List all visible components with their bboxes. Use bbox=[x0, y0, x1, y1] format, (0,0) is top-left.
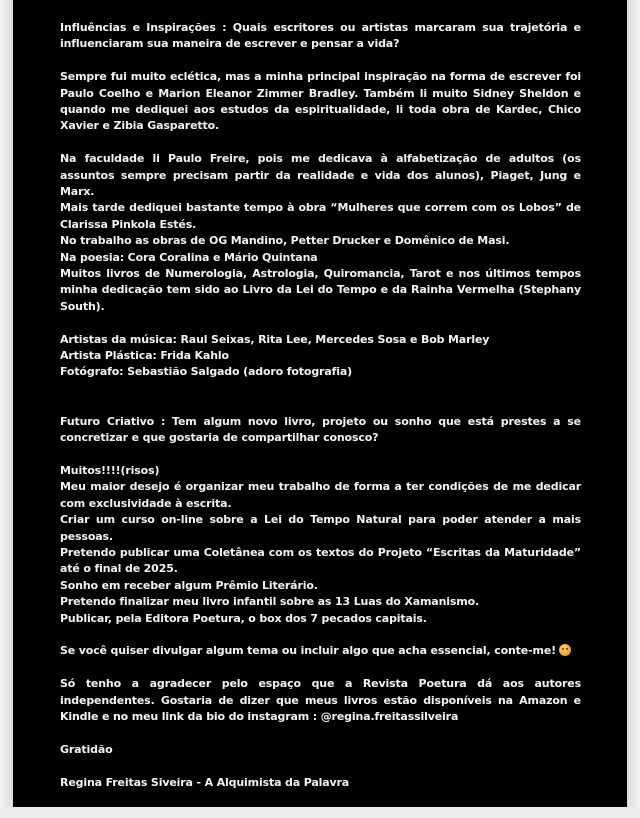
signature: Regina Freitas Siveira - A Alquimista da Palavra bbox=[60, 775, 350, 789]
future-line: Publicar, pela Editora Poetura, o box dos 7 pecados capitais. bbox=[60, 611, 427, 625]
influences-question: Influências e Inspirações : Quais escritores ou artistas marcaram sua trajetória e influenciaram sua maneira de escrever e pensar a vida? bbox=[60, 21, 581, 51]
future-question: Futuro Criativo : Tem algum novo livro, projeto ou sonho que está prestes a se concretizar e que gostaria de compartilhar conosco? bbox=[60, 414, 581, 445]
gratitude: Gratidão bbox=[60, 742, 113, 756]
document-page bbox=[13, 0, 627, 807]
plastic-artist: Artista Plástica: Frida Kahlo bbox=[60, 349, 229, 363]
influences-answer-esoteric: Muitos livros de Numerologia, Astrologia, Quiromancia, Tarot e nos últimos tempos minha dedicação tem sido ao Livro da Lei do Tempo e da Rainha Vermelha (Stephany South). bbox=[60, 267, 581, 313]
smiling-face-icon bbox=[559, 644, 571, 656]
influences-answer-poetry: Na poesia: Cora Coralina e Mário Quintana bbox=[60, 250, 318, 264]
thanks-paragraph: Só tenho a agradecer pelo espaço que a Revista Poetura dá aos autores independentes. Gostaria de dizer que meus livros estão disponíveis na Amazon e Kindle e no meu link da bio do instagram : @regina.freitassilveira bbox=[60, 677, 581, 723]
future-line: Meu maior desejo é organizar meu trabalho de forma a ter condições de me dedicar com exclusividade à escrita. bbox=[60, 480, 581, 510]
future-line: Pretendo publicar uma Coletânea com os textos do Projeto “Escritas da Maturidade” até o final de 2025. bbox=[60, 545, 581, 576]
invite-text: Se você quiser divulgar algum tema ou incluir algo que acha essencial, conte-me! bbox=[60, 644, 556, 658]
future-line: Sonho em receber algum Prêmio Literário. bbox=[60, 578, 318, 592]
influences-answer-later: Mais tarde dediquei bastante tempo à obra “Mulheres que correm com os Lobos” de Clarissa Pinkola Estés. bbox=[60, 201, 581, 231]
invite-paragraph bbox=[60, 643, 581, 659]
future-line: Muitos!!!!(risos) bbox=[60, 463, 160, 477]
photographer: Fotógrafo: Sebastião Salgado (adoro fotografia) bbox=[60, 365, 353, 379]
bottom-margin bbox=[0, 807, 640, 818]
left-margin bbox=[0, 0, 13, 818]
future-line: Pretendo finalizar meu livro infantil sobre as 13 Luas do Xamanismo. bbox=[60, 595, 480, 609]
right-margin bbox=[627, 0, 640, 818]
future-line: Criar um curso on-line sobre a Lei do Tempo Natural para poder atender a mais pessoas. bbox=[60, 513, 581, 543]
music-artists: Artistas da música: Raul Seixas, Rita Lee, Mercedes Sosa e Bob Marley bbox=[60, 332, 490, 346]
influences-answer-work: No trabalho as obras de OG Mandino, Petter Drucker e Domênico de Masi. bbox=[60, 234, 510, 248]
influences-answer-college: Na faculdade li Paulo Freire, pois me dedicava à alfabetização de adultos (os assuntos sempre precisam partir da realidade e vida dos alunos), Piaget, Jung e Marx. bbox=[60, 152, 581, 199]
influences-answer-intro: Sempre fui muito eclética, mas a minha principal inspiração na forma de escrever foi Paulo Coelho e Marion Eleanor Zimmer Bradley. Também li muito Sidney Sheldon e quando me dediquei aos estudos da espiritualidade, li toda obra de Kardec, Chico Xavier e Zibia Gasparetto. bbox=[60, 70, 581, 133]
